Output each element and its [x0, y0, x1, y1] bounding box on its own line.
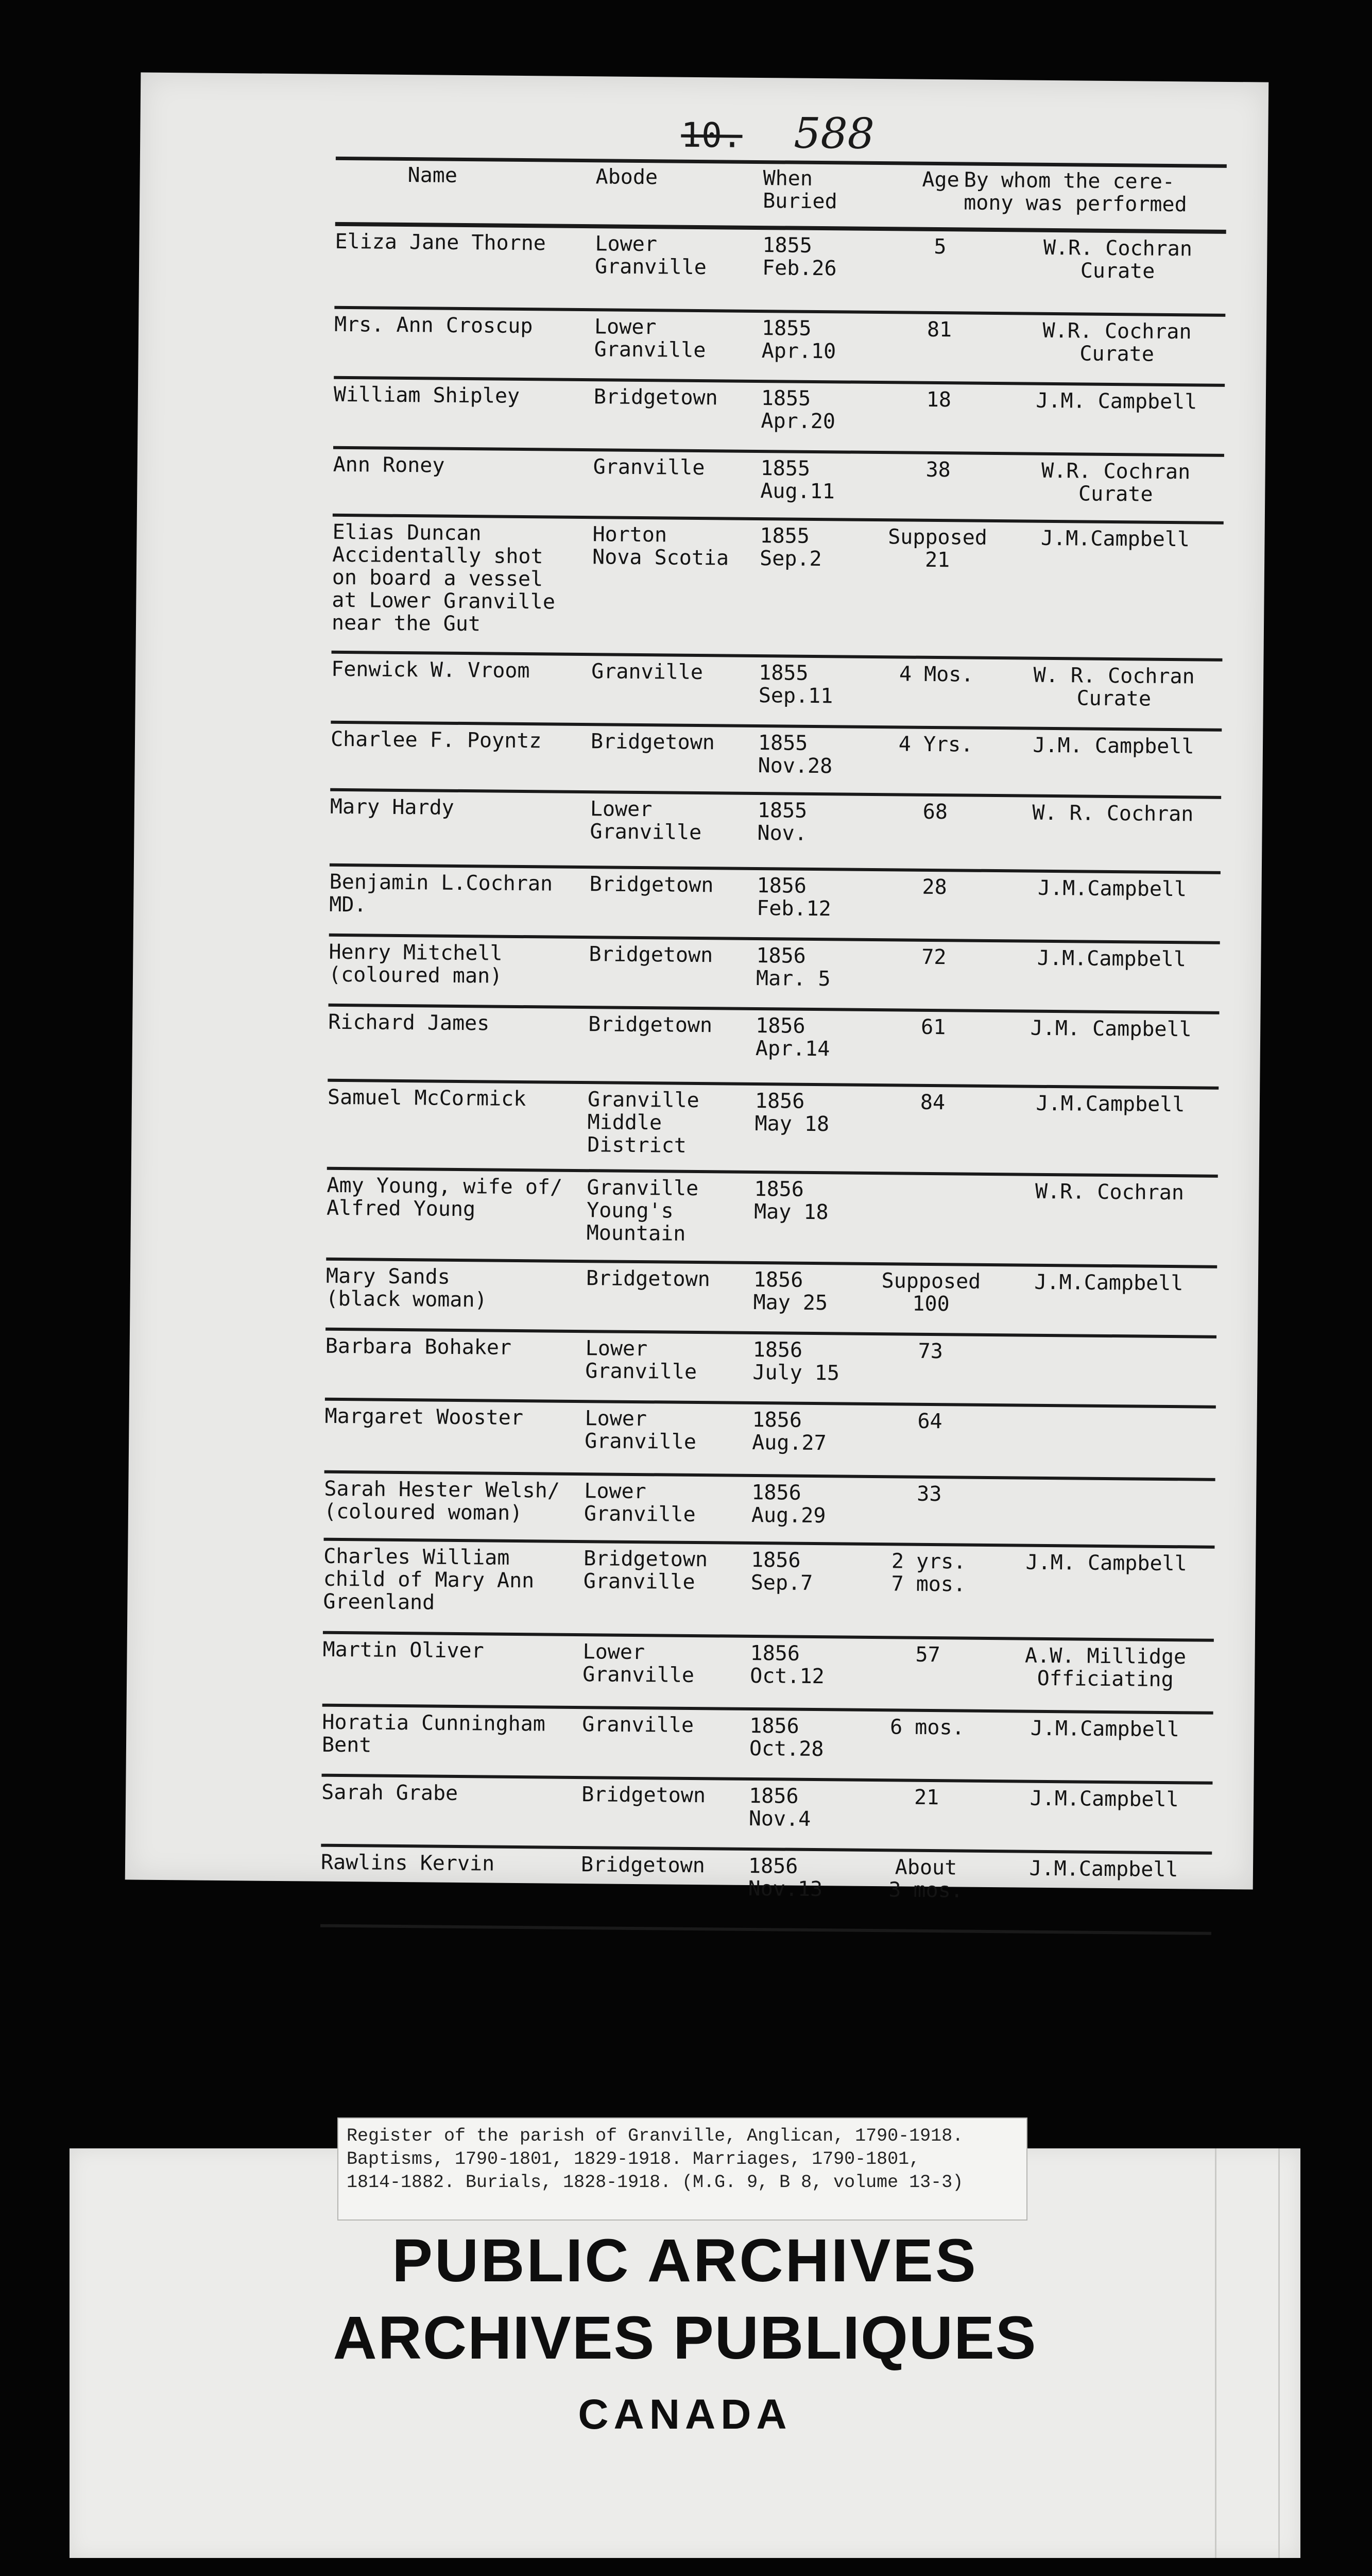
cell-officiant: J.M. Campbell [1025, 1550, 1187, 1576]
cell-age: 73 [918, 1339, 944, 1364]
cell-name: Margaret Wooster [324, 1404, 524, 1430]
cell-abode: Granville [593, 455, 705, 480]
archives-country: CANADA [578, 2391, 792, 2438]
table-row [334, 226, 1226, 317]
cell-officiant: J.M. Campbell [1030, 1016, 1192, 1042]
cell-name: Fenwick W. Vroom [331, 657, 530, 683]
register-page [125, 73, 1269, 1903]
cell-abode: Lower Granville [584, 1406, 697, 1454]
cell-name: Horatia Cunningham Bent [321, 1710, 546, 1757]
table-row [329, 937, 1220, 1014]
cell-name: Richard James [328, 1010, 490, 1036]
cell-officiant: W. R. Cochran Curate [1033, 663, 1195, 711]
cell-abode: Bridgetown Granville [583, 1547, 708, 1595]
cell-name: Elias Duncan Accidentally shot on board a vessel at Lower Granville near the Gut [331, 520, 556, 636]
cell-age: About 3 mos. [888, 1855, 964, 1903]
cell-abode: Bridgetown [581, 1783, 706, 1808]
cell-age: 64 [917, 1409, 942, 1434]
cell-name: Amy Young, wife of/ Alfred Young [326, 1173, 563, 1222]
table-row [324, 1401, 1216, 1481]
cell-officiant: J.M.Campbell [1030, 1716, 1180, 1742]
cell-name: Martin Oliver [322, 1637, 484, 1663]
cell-age: 5 [934, 234, 947, 259]
cell-officiant: A.W. Millidge Officiating [1024, 1643, 1187, 1692]
struck-page-number: 10. [680, 115, 743, 156]
cell-when-buried: 1855 Feb.26 [762, 233, 837, 281]
cell-age: 61 [920, 1015, 946, 1040]
cell-name: Charlee F. Poyntz [330, 727, 542, 753]
cell-age: 28 [922, 875, 947, 900]
cell-when-buried: 1856 July 15 [752, 1337, 840, 1385]
cell-name: Sarah Hester Welsh/ (coloured woman) [323, 1477, 560, 1526]
cell-age: 84 [920, 1090, 946, 1115]
cell-name: William Shipley [333, 382, 520, 408]
col-header-name: Name [407, 163, 458, 188]
cell-abode: Bridgetown [588, 1012, 713, 1038]
cell-officiant: W.R. Cochran Curate [1043, 235, 1193, 283]
cell-abode: Bridgetown [580, 1853, 706, 1878]
cell-abode: Granville [582, 1713, 694, 1738]
cell-abode: Granville [591, 659, 704, 685]
cell-name: Rawlins Kervin [320, 1850, 495, 1876]
cell-abode: Lower Granville [582, 1640, 695, 1688]
cell-abode: Granville Middle District [587, 1088, 699, 1158]
cell-name: Samuel McCormick [327, 1085, 526, 1111]
table-row [332, 517, 1224, 662]
cell-name: Charles William child of Mary Ann Greenland [323, 1544, 535, 1615]
cell-officiant: W. R. Cochran [1032, 801, 1194, 826]
cell-when-buried: 1855 Apr.20 [761, 386, 836, 434]
cell-age: 72 [921, 945, 947, 970]
table-row [327, 1082, 1219, 1178]
table-row [331, 654, 1222, 732]
cell-when-buried: 1856 Sep.7 [750, 1548, 813, 1596]
cell-name: Benjamin L.Cochran MD. [329, 870, 553, 917]
cell-when-buried: 1855 Apr.10 [761, 316, 836, 364]
cell-name: Mary Hardy [330, 794, 454, 820]
collection-slip: Register of the parish of Granville, Anglican, 1790-1918. Baptisms, 1790-1801, 1829-1918. Marriages, 1790-1801, 1814-1882. Burials, 1828-1918. (M.G. 9, B 8, volume 13-3) [337, 2117, 1027, 2221]
cell-abode: Bridgetown [590, 730, 715, 755]
cell-when-buried: 1856 May 25 [753, 1267, 828, 1315]
cell-when-buried: 1856 Oct.28 [749, 1714, 824, 1761]
cell-when-buried: 1856 Feb.12 [757, 874, 831, 921]
cell-officiant: J.M. Campbell [1033, 733, 1194, 759]
cell-when-buried: 1856 Aug.27 [751, 1408, 827, 1455]
cell-officiant: W.R. Cochran [1035, 1179, 1185, 1205]
cell-officiant: J.M.Campbell [1034, 1270, 1184, 1296]
cell-when-buried: 1855 Nov.28 [758, 731, 833, 778]
cell-age: 38 [925, 457, 951, 482]
table-row [321, 1707, 1213, 1785]
archives-title-fr: ARCHIVES PUBLIQUES [333, 2304, 1037, 2372]
table-row [321, 1777, 1212, 1855]
table-row [326, 1170, 1217, 1268]
table-row [328, 1007, 1219, 1090]
cell-when-buried: 1855 Sep.2 [759, 524, 822, 571]
table-row [322, 1634, 1214, 1715]
cell-when-buried: 1855 Aug.11 [760, 456, 835, 504]
cell-age: 4 Yrs. [898, 732, 973, 757]
cell-officiant: J.M.Campbell [1040, 526, 1190, 552]
cell-age: 6 mos. [889, 1715, 965, 1740]
cell-officiant: W.R. Cochran Curate [1041, 459, 1191, 506]
cell-name: Eliza Jane Thorne [335, 229, 546, 256]
cell-officiant [994, 1411, 1221, 1413]
cell-age: 33 [917, 1482, 942, 1506]
cell-when-buried: 1855 Nov. [757, 799, 808, 845]
cell-age: 81 [927, 317, 952, 342]
col-header-abode: Abode [595, 165, 658, 190]
cell-age: Supposed 100 [881, 1269, 981, 1316]
cell-name: Henry Mitchell (coloured man) [328, 940, 503, 988]
cell-officiant: J.M. Campbell [1036, 388, 1197, 414]
cell-name: Mrs. Ann Croscup [334, 312, 533, 338]
cell-when-buried: 1856 May 18 [754, 1089, 830, 1137]
cell-age: 57 [915, 1642, 940, 1667]
table-row [333, 379, 1225, 457]
cell-age: 2 yrs. 7 mos. [891, 1549, 966, 1597]
table-row [329, 867, 1221, 944]
table-row [325, 1261, 1217, 1338]
cell-abode: Lower Granville [584, 1479, 696, 1527]
cell-age: 68 [922, 800, 948, 824]
col-header-officiant: By whom the cere- mony was performed [964, 168, 1187, 217]
cell-abode: Bridgetown [589, 942, 713, 968]
cell-name: Barbara Bohaker [325, 1334, 512, 1360]
archives-label-card [70, 2126, 1300, 2558]
table-row [330, 724, 1222, 799]
cell-officiant: J.M.Campbell [1037, 946, 1187, 972]
page-number [681, 108, 874, 159]
cell-name: Sarah Grabe [321, 1780, 458, 1806]
cell-officiant [994, 1483, 1221, 1485]
cell-age: 18 [926, 387, 952, 412]
table-row [323, 1541, 1215, 1642]
table-row [320, 1847, 1212, 1935]
cell-abode: Bridgetown [586, 1266, 710, 1292]
cell-age: 21 [914, 1785, 939, 1810]
cell-abode: Lower Granville [594, 315, 706, 363]
table-header [335, 157, 1227, 234]
cell-age: 4 Mos. [899, 662, 974, 687]
cell-officiant: W.R. Cochran Curate [1042, 318, 1192, 366]
table-row [323, 1473, 1215, 1549]
table-body [320, 226, 1226, 1935]
cell-when-buried: 1856 Nov.13 [748, 1854, 823, 1902]
cell-when-buried: 1856 Nov.4 [748, 1784, 811, 1831]
cell-officiant: J.M.Campbell [1037, 876, 1187, 902]
cell-age: Supposed 21 [888, 525, 988, 572]
cell-name: Mary Sands (black woman) [325, 1264, 487, 1312]
handwritten-page-number: 588 [793, 109, 875, 159]
table-row [334, 309, 1225, 387]
col-header-age: Age [922, 167, 959, 192]
cell-abode: Horton Nova Scotia [592, 522, 729, 570]
table-row [333, 449, 1224, 524]
cell-abode: Lower Granville [585, 1336, 697, 1384]
cell-when-buried: 1856 May 18 [753, 1177, 829, 1225]
cell-abode: Lower Granville [590, 797, 702, 845]
table-row [325, 1331, 1216, 1409]
cell-when-buried: 1856 Aug.29 [751, 1480, 826, 1528]
cell-abode: Granville Young's Mountain [586, 1176, 699, 1246]
cell-when-buried: 1856 Oct.12 [750, 1641, 825, 1689]
cell-officiant: J.M.Campbell [1029, 1856, 1178, 1882]
cell-abode: Bridgetown [593, 385, 718, 410]
cell-abode: Bridgetown [589, 872, 714, 897]
cell-officiant [995, 1341, 1222, 1343]
cell-when-buried: 1856 Mar. 5 [756, 944, 831, 991]
col-header-when-buried: When Buried [763, 166, 837, 214]
cell-when-buried: 1856 Apr.14 [755, 1014, 830, 1061]
cell-when-buried: 1855 Sep.11 [758, 661, 833, 708]
archives-title-en: PUBLIC ARCHIVES [392, 2227, 978, 2295]
burial-register-table [320, 157, 1227, 1935]
cell-name: Ann Roney [333, 452, 445, 478]
cell-age [868, 1179, 997, 1180]
cell-abode: Lower Granville [594, 232, 707, 280]
table-row [330, 791, 1221, 874]
cell-officiant: J.M.Campbell [1036, 1091, 1185, 1117]
cell-officiant: J.M.Campbell [1030, 1786, 1179, 1812]
